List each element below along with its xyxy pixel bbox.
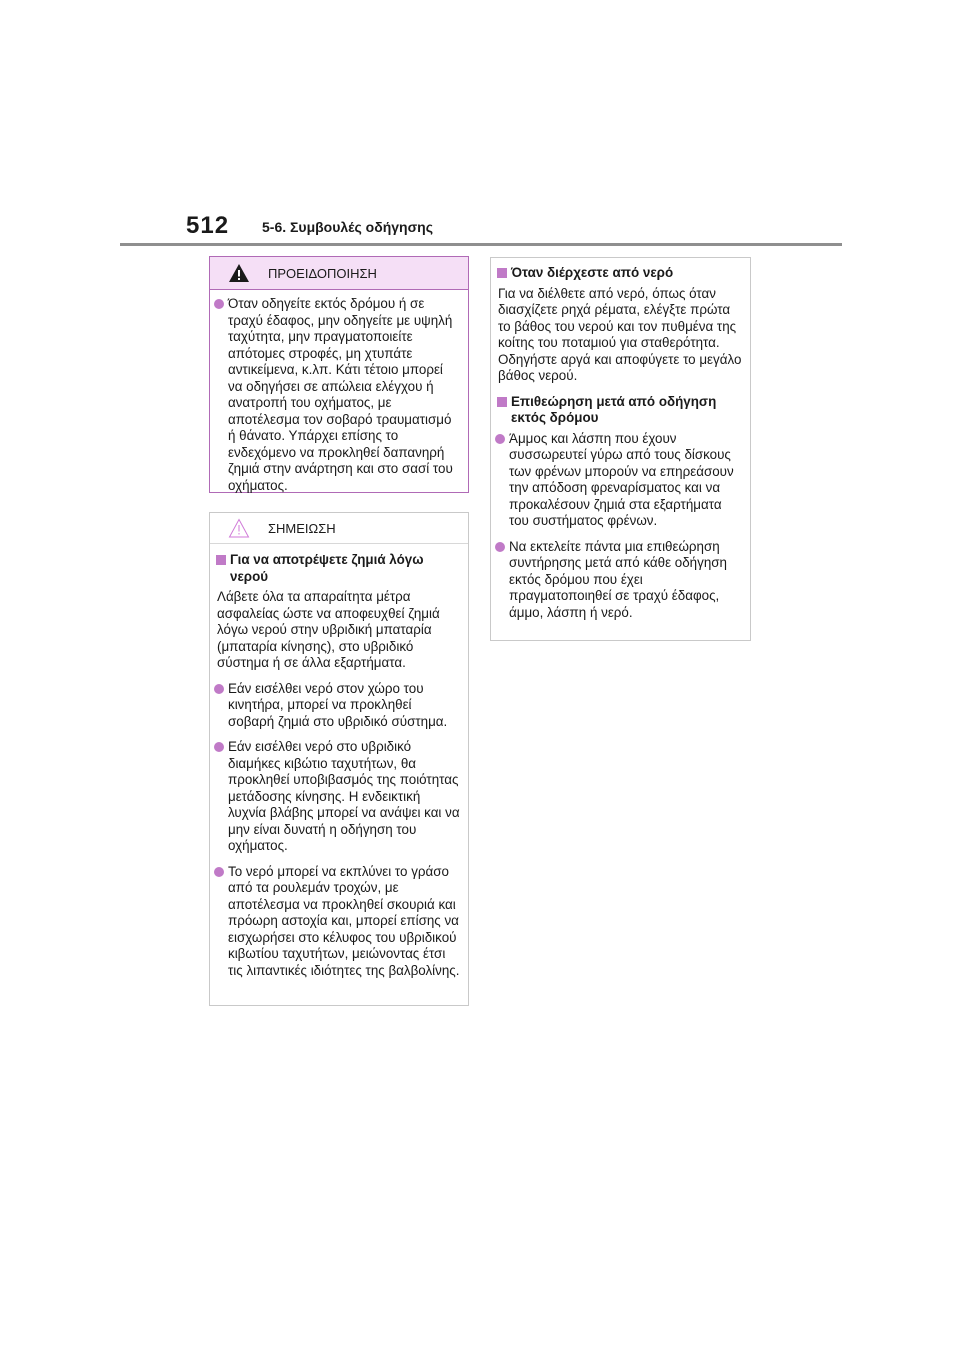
header-rule xyxy=(120,243,842,246)
section-title: 5-6. Συμβουλές οδήγησης xyxy=(262,219,433,235)
list-item: Το νερό μπορεί να εκπλύνει το γράσο από τα ρουλεμάν τροχών, με αποτέλεσμα να προκληθεί σκουριά και πρόωρη αστοχία και, μπορεί επίσης να εισχωρήσει στο κέλυφος του υβριδικού κιβωτίου ταχυτήτων, μειώνοντας έτσι τις λιπαντικές ιδιότητες της βαλβολίνης. xyxy=(217,864,460,980)
note-banner xyxy=(210,513,468,544)
note-box xyxy=(209,512,469,1006)
page-number: 512 xyxy=(186,212,230,239)
offroad-info-box xyxy=(490,257,751,641)
page-header xyxy=(120,212,842,246)
list-item: Όταν οδηγείτε εκτός δρόμου ή σε τραχύ έδαφος, μην οδηγείτε με υψηλή ταχύτητα, μην πραγματοποιείτε απότομες στροφές, μη χτυπάτε αντικείμενα, κ.λπ. Κάτι τέτοιο μπορεί να οδηγήσει σε απώλεια ελέγχου ή ανατροπή του οχήματος, με αποτέλεσμα τον σοβαρό τραυματισμό ή θάνατο. Υπάρχει επίσης το ενδεχόμενο να προκληθεί δαπανηρή ζημιά στην ανάρτηση και στο σασί του οχήματος. xyxy=(217,296,460,494)
note-label: ΣΗΜΕΙΩΣΗ xyxy=(268,520,336,536)
warning-label: ΠΡΟΕΙΔΟΠΟΙΗΣΗ xyxy=(268,265,377,281)
water-crossing-heading: Όταν διέρχεστε από νερό xyxy=(498,265,742,282)
list-item: Άμμος και λάσπη που έχουν συσσωρευτεί γύρω από τους δίσκους των φρένων μπορούν να επηρεάσουν την απόδοση φρεναρίσματος και να προκαλέσουν ζημιά στα εξαρτήματα του συστήματος φρένων. xyxy=(498,431,742,530)
water-crossing-text: Για να διέλθετε από νερό, όπως όταν διασχίζετε ρηχά ρέματα, ελέγξτε πρώτα το βάθος του νερού και τον πυθμένα της κοίτης του ποταμιού για σταθερότητα. Οδηγήστε αργά και αποφύγετε το μεγάλο βάθος νερού. xyxy=(498,285,742,383)
list-item: Εάν εισέλθει νερό στον χώρο του κινητήρα, μπορεί να προκληθεί σοβαρή ζημιά στο υβριδικό σύστημα. xyxy=(217,681,460,731)
warning-banner xyxy=(210,257,468,290)
list-item: Να εκτελείτε πάντα μια επιθεώρηση συντήρησης μετά από κάθε οδήγηση εκτός δρόμου που έχει πραγματοποιηθεί σε τραχύ έδαφος, άμμο, λάσπη ή νερό. xyxy=(498,539,742,622)
warning-triangle-icon xyxy=(228,263,258,283)
inspection-heading: Επιθεώρηση μετά από οδήγηση εκτός δρόμου xyxy=(498,394,742,427)
note-intro: Λάβετε όλα τα απαραίτητα μέτρα ασφαλείας ώστε να αποφευχθεί ζημιά λόγω νερού στην υβριδική μπαταρία (μπαταρία κίνησης), στο υβριδικό σύστημα ή σε άλλα εξαρτήματα. xyxy=(217,589,440,670)
list-item: Εάν εισέλθει νερό στο υβριδικό διαμήκες κιβώτιο ταχυτήτων, θα προκληθεί υποβιβασμός της ποιότητας μετάδοσης κίνησης. Η ενδεικτική λυχνία βλάβης μπορεί να ανάψει και να μην είναι δυνατή η οδήγηση του οχήματος. xyxy=(217,739,460,855)
warning-box xyxy=(209,256,469,493)
caution-triangle-outline-icon xyxy=(228,518,258,538)
note-heading: Για να αποτρέψετε ζημιά λόγω νερού xyxy=(217,552,460,585)
